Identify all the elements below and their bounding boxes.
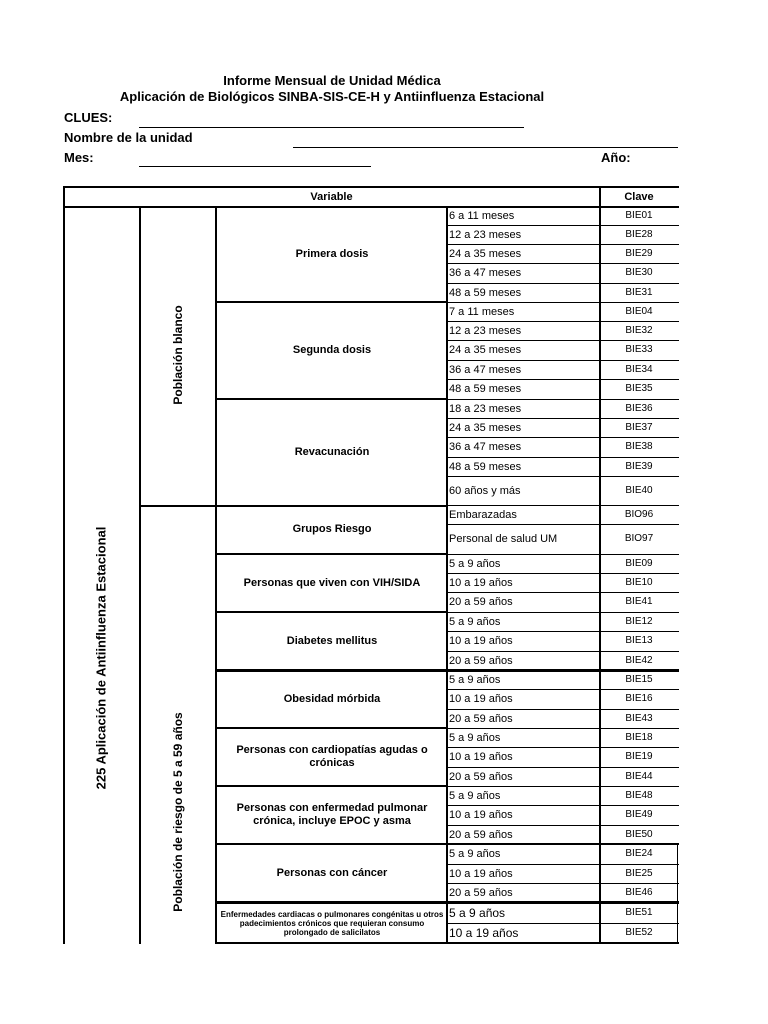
month-label: Mes: (64, 150, 94, 165)
key-cell: BIE25 (625, 867, 653, 879)
age-range-cell: 48 a 59 meses (449, 383, 522, 395)
age-range-cell: 5 a 9 años (449, 789, 501, 802)
age-range-cell: 5 a 9 años (449, 848, 501, 860)
subgroup-cancer: Personas con cáncer (276, 866, 388, 879)
subgroup-congenital: Enfermedades cardiacas o pulmonares congénitas u otros padecimientos crónicos que requieran consumo prolongado de salicilatos (220, 909, 444, 937)
age-range-cell: 20 a 59 años (449, 828, 513, 841)
key-cell: BIE44 (625, 770, 653, 782)
key-cell: BIE30 (625, 267, 653, 278)
row-divider (446, 943, 679, 944)
subgroup-hiv: Personas que viven con VIH/SIDA (243, 576, 421, 589)
age-range-cell: 10 a 19 años (449, 693, 513, 705)
age-range-cell: 36 a 47 meses (449, 267, 522, 279)
age-range-cell: 10 a 19 años (449, 926, 519, 940)
age-range-cell: 10 a 19 años (449, 809, 513, 821)
age-range-cell: 20 a 59 años (449, 654, 513, 667)
key-cell: BIE32 (625, 324, 653, 336)
age-range-cell: 10 a 19 años (449, 635, 513, 647)
age-range-cell: Embarazadas (449, 508, 517, 521)
key-cell: BIE46 (625, 887, 653, 898)
subgroup-divider (215, 611, 448, 613)
key-cell: BIE51 (625, 907, 653, 918)
key-cell: BIO96 (624, 508, 654, 520)
key-cell: BIE28 (625, 228, 653, 240)
age-range-cell: 24 a 35 meses (449, 344, 522, 356)
key-cell: BIE15 (625, 673, 653, 685)
subgroup-cardiopathy: Personas con cardiopatías agudas o crónicas (236, 744, 428, 769)
group-column-border (139, 206, 141, 944)
key-cell: BIE34 (625, 363, 653, 375)
age-range-cell: 7 a 11 meses (449, 305, 515, 318)
key-cell: BIE16 (625, 693, 653, 704)
subgroup-divider (215, 398, 448, 400)
age-range-cell: 48 a 59 meses (449, 286, 522, 299)
key-cell: BIE43 (625, 712, 653, 724)
age-range-cell: 60 años y más (449, 484, 521, 497)
key-cell: BIE35 (625, 383, 653, 394)
year-label: Año: (601, 150, 631, 165)
subgroup-diabetes: Diabetes mellitus (286, 634, 378, 647)
age-range-cell: 18 a 23 meses (449, 402, 522, 415)
subgroup-divider (215, 301, 448, 303)
key-cell: BIE48 (625, 789, 653, 801)
subgroup-divider (215, 727, 448, 729)
key-cell: BIE39 (625, 460, 653, 472)
column-header-variable: Variable (310, 191, 353, 203)
age-range-cell: 48 a 59 meses (449, 460, 522, 473)
key-cell: BIE12 (625, 615, 653, 627)
age-range-cell: 20 a 59 años (449, 712, 513, 725)
age-range-cell: 24 a 35 meses (449, 421, 522, 434)
key-cell: BIE37 (625, 421, 653, 433)
subgroup-first-dose: Primera dosis (295, 247, 369, 260)
key-cell: BIE24 (625, 848, 653, 859)
key-cell: BIE19 (625, 751, 653, 762)
key-cell: BIE33 (625, 344, 653, 355)
key-cell: BIE04 (625, 305, 653, 317)
age-range-cell: 10 a 19 años (449, 751, 513, 763)
subgroup-divider (215, 505, 448, 507)
key-cell: BIE52 (625, 927, 653, 938)
age-range-cell: 6 a 11 meses (449, 209, 515, 222)
key-cell: BIE49 (625, 809, 653, 820)
key-cell: BIE13 (625, 635, 653, 646)
age-range-cell: 20 a 59 años (449, 887, 513, 899)
subgroup-risk-groups: Grupos Riesgo (292, 523, 372, 535)
key-cell: BIE42 (625, 654, 653, 666)
group-divider (139, 505, 217, 507)
subgroup-divider (215, 785, 448, 787)
age-range-cell: 5 a 9 años (449, 673, 501, 686)
clues-field[interactable] (139, 127, 524, 128)
key-cell: BIE09 (625, 557, 653, 569)
key-cell: BIO97 (624, 533, 654, 544)
subgroup-divider (215, 553, 448, 555)
age-range-cell: 5 a 9 años (449, 557, 501, 570)
unit-name-label: Nombre de la unidad (64, 130, 193, 145)
key-cell: BIE41 (625, 596, 653, 607)
key-cell: BIE10 (625, 576, 653, 588)
key-cell: BIE38 (625, 441, 653, 452)
age-range-cell: 12 a 23 meses (449, 228, 522, 241)
key-cell: BIE18 (625, 731, 653, 743)
age-range-cell: 36 a 47 meses (449, 363, 522, 376)
report-title: Informe Mensual de Unidad Médica (223, 73, 441, 88)
column-header-key: Clave (624, 191, 654, 203)
subgroup-revaccination: Revacunación (294, 445, 370, 458)
table-left-border (63, 186, 65, 944)
group-label-target-population: Población blanco (171, 305, 185, 405)
age-range-cell: 5 a 9 años (449, 731, 501, 744)
age-range-cell: 12 a 23 meses (449, 324, 522, 337)
key-cell: BIE31 (625, 286, 653, 298)
table-right-border (677, 845, 678, 944)
subgroup-pulmonary: Personas con enfermedad pulmonar crónica, incluye EPOC y asma (236, 802, 428, 827)
age-range-cell: 20 a 59 años (449, 596, 513, 608)
key-cell: BIE29 (625, 247, 653, 259)
age-range-cell: 10 a 19 años (449, 867, 513, 880)
age-range-cell: 36 a 47 meses (449, 441, 522, 453)
age-range-cell: 24 a 35 meses (449, 247, 522, 260)
age-range-cell: 20 a 59 años (449, 770, 513, 783)
age-range-cell: 5 a 9 años (449, 906, 506, 920)
subgroup-second-dose: Segunda dosis (292, 344, 372, 356)
key-cell: BIE50 (625, 828, 653, 840)
key-cell: BIE01 (625, 209, 653, 221)
unit-name-field[interactable] (293, 147, 678, 148)
month-field[interactable] (139, 166, 371, 167)
subgroup-column-border (215, 206, 217, 944)
key-cell: BIE40 (625, 484, 653, 496)
group-label-risk-population: Población de riesgo de 5 a 59 años (171, 712, 185, 912)
age-range-cell: Personal de salud UM (449, 533, 558, 545)
clues-label: CLUES: (64, 110, 113, 125)
key-cell: BIE36 (625, 402, 653, 414)
report-subtitle: Aplicación de Biológicos SINBA-SIS-CE-H y Antiinfluenza Estacional (119, 89, 545, 104)
age-range-cell: 10 a 19 años (449, 576, 513, 589)
main-group-label: 225 Aplicación de Antiinfluenza Estacional (93, 526, 109, 790)
age-range-cell: 5 a 9 años (449, 615, 501, 628)
subgroup-obesity: Obesidad mórbida (283, 692, 381, 705)
